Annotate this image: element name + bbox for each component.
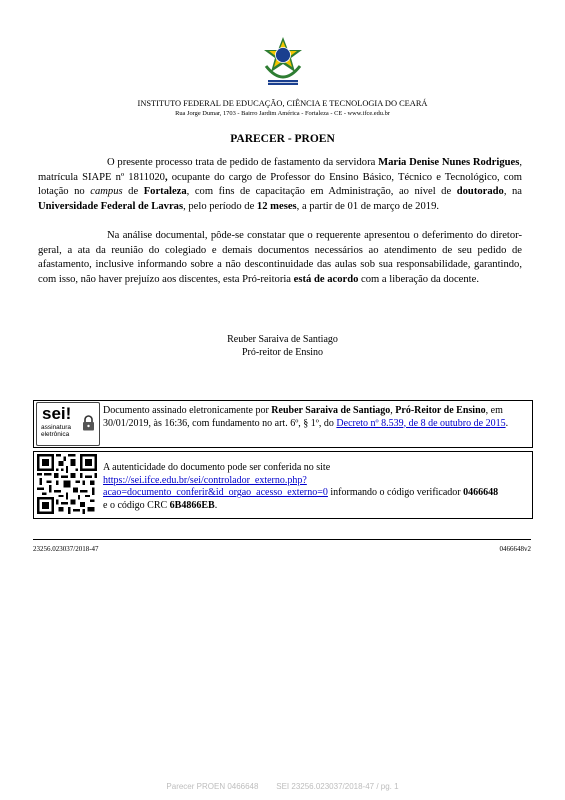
servant-name: Maria Denise Nunes Rodrigues xyxy=(378,157,520,168)
institution-address: Rua Jorge Dumar, 1703 - Bairro Jardim América - Fortaleza - CE - www.ifce.edu.br xyxy=(175,110,390,117)
signer-name: Reuber Saraiva de Santiago xyxy=(227,334,338,345)
signer-role: Pró-reitor de Ensino xyxy=(241,347,324,358)
institution-name: INSTITUTO FEDERAL DE EDUCAÇÃO, CIÊNCIA E TECNOLOGIA DO CEARÁ xyxy=(137,99,428,108)
agreement-text: está de acordo xyxy=(293,273,359,285)
footer-divider xyxy=(33,539,531,540)
lock-icon xyxy=(82,415,95,431)
sei-logo: sei! assinatura eletrônica xyxy=(36,402,100,446)
qr-code-icon xyxy=(37,454,97,514)
paragraph-2: Na análise documental, pôde-se constatar que o requerente apresentou o deferimento do diretor-geral, a ata da reunião do colegiado e demais documentos necessários ao atendimento de seu pedido de afastamento, inclusive informando sobre a não descontinuidade das aulas sob sua responsabilidade, garantindo, com isso, não haver prejuízo aos discentes, esta Pró-reitoria está de acordo com a liberação da docente. xyxy=(38,230,522,285)
verification-box: A autenticidade do documento pode ser conferida no site https://sei.ifce.edu.br/sei/controlador_externo.php? acao=documento_conferir&id_orgao_acesso_externo=0 informando o código verificador 0466648 e o código CRC 6B4866EB. xyxy=(33,451,533,519)
signature-block xyxy=(0,333,565,359)
process-number: 23256.023037/2018-47 xyxy=(33,545,99,553)
crc-code: 6B4866EB xyxy=(169,499,215,511)
bottom-watermark: Parecer PROEN 0466648 SEI 23256.023037/2018-47 / pg. 1 xyxy=(166,782,399,791)
decree-link[interactable]: Decreto nº 8.539, de 8 de outubro de 2015 xyxy=(336,417,506,429)
verification-code: 0466648 xyxy=(463,487,499,498)
verification-link[interactable]: https://sei.ifce.edu.br/sei/controlador_externo.php? acao=documento_conferir&id_orgao_acesso_externo=0 xyxy=(103,474,328,498)
document-number: 0466648v2 xyxy=(499,545,531,553)
coat-of-arms-icon xyxy=(260,36,306,90)
paragraph-1: O presente processo trata de pedido de fastamento da servidora Maria Denise Nunes Rodrigues, matrícula SIAPE nº 1811020, ocupante do cargo de Professor do Ensino Básico, Técnico e Tecnológico, com lotação no campus de Fortaleza, com fins de capacitação em Administração, ao nível de doutorado, na Universidade Federal de Lavras, pelo período de 12 meses, a partir de 01 de março de 2019. xyxy=(38,157,523,212)
document-title: PARECER - PROEN xyxy=(230,133,335,145)
signature-stamp: sei! assinatura eletrônica Documento assinado eletronicamente por Reuber Saraiva de Santiago, Pró-Reitor de Ensino, em 30/01/2019, às 16:36, com fundamento no art. 6º, § 1º, do Decreto nº 8.539, de 8 de outubro de 2015. xyxy=(33,400,533,448)
